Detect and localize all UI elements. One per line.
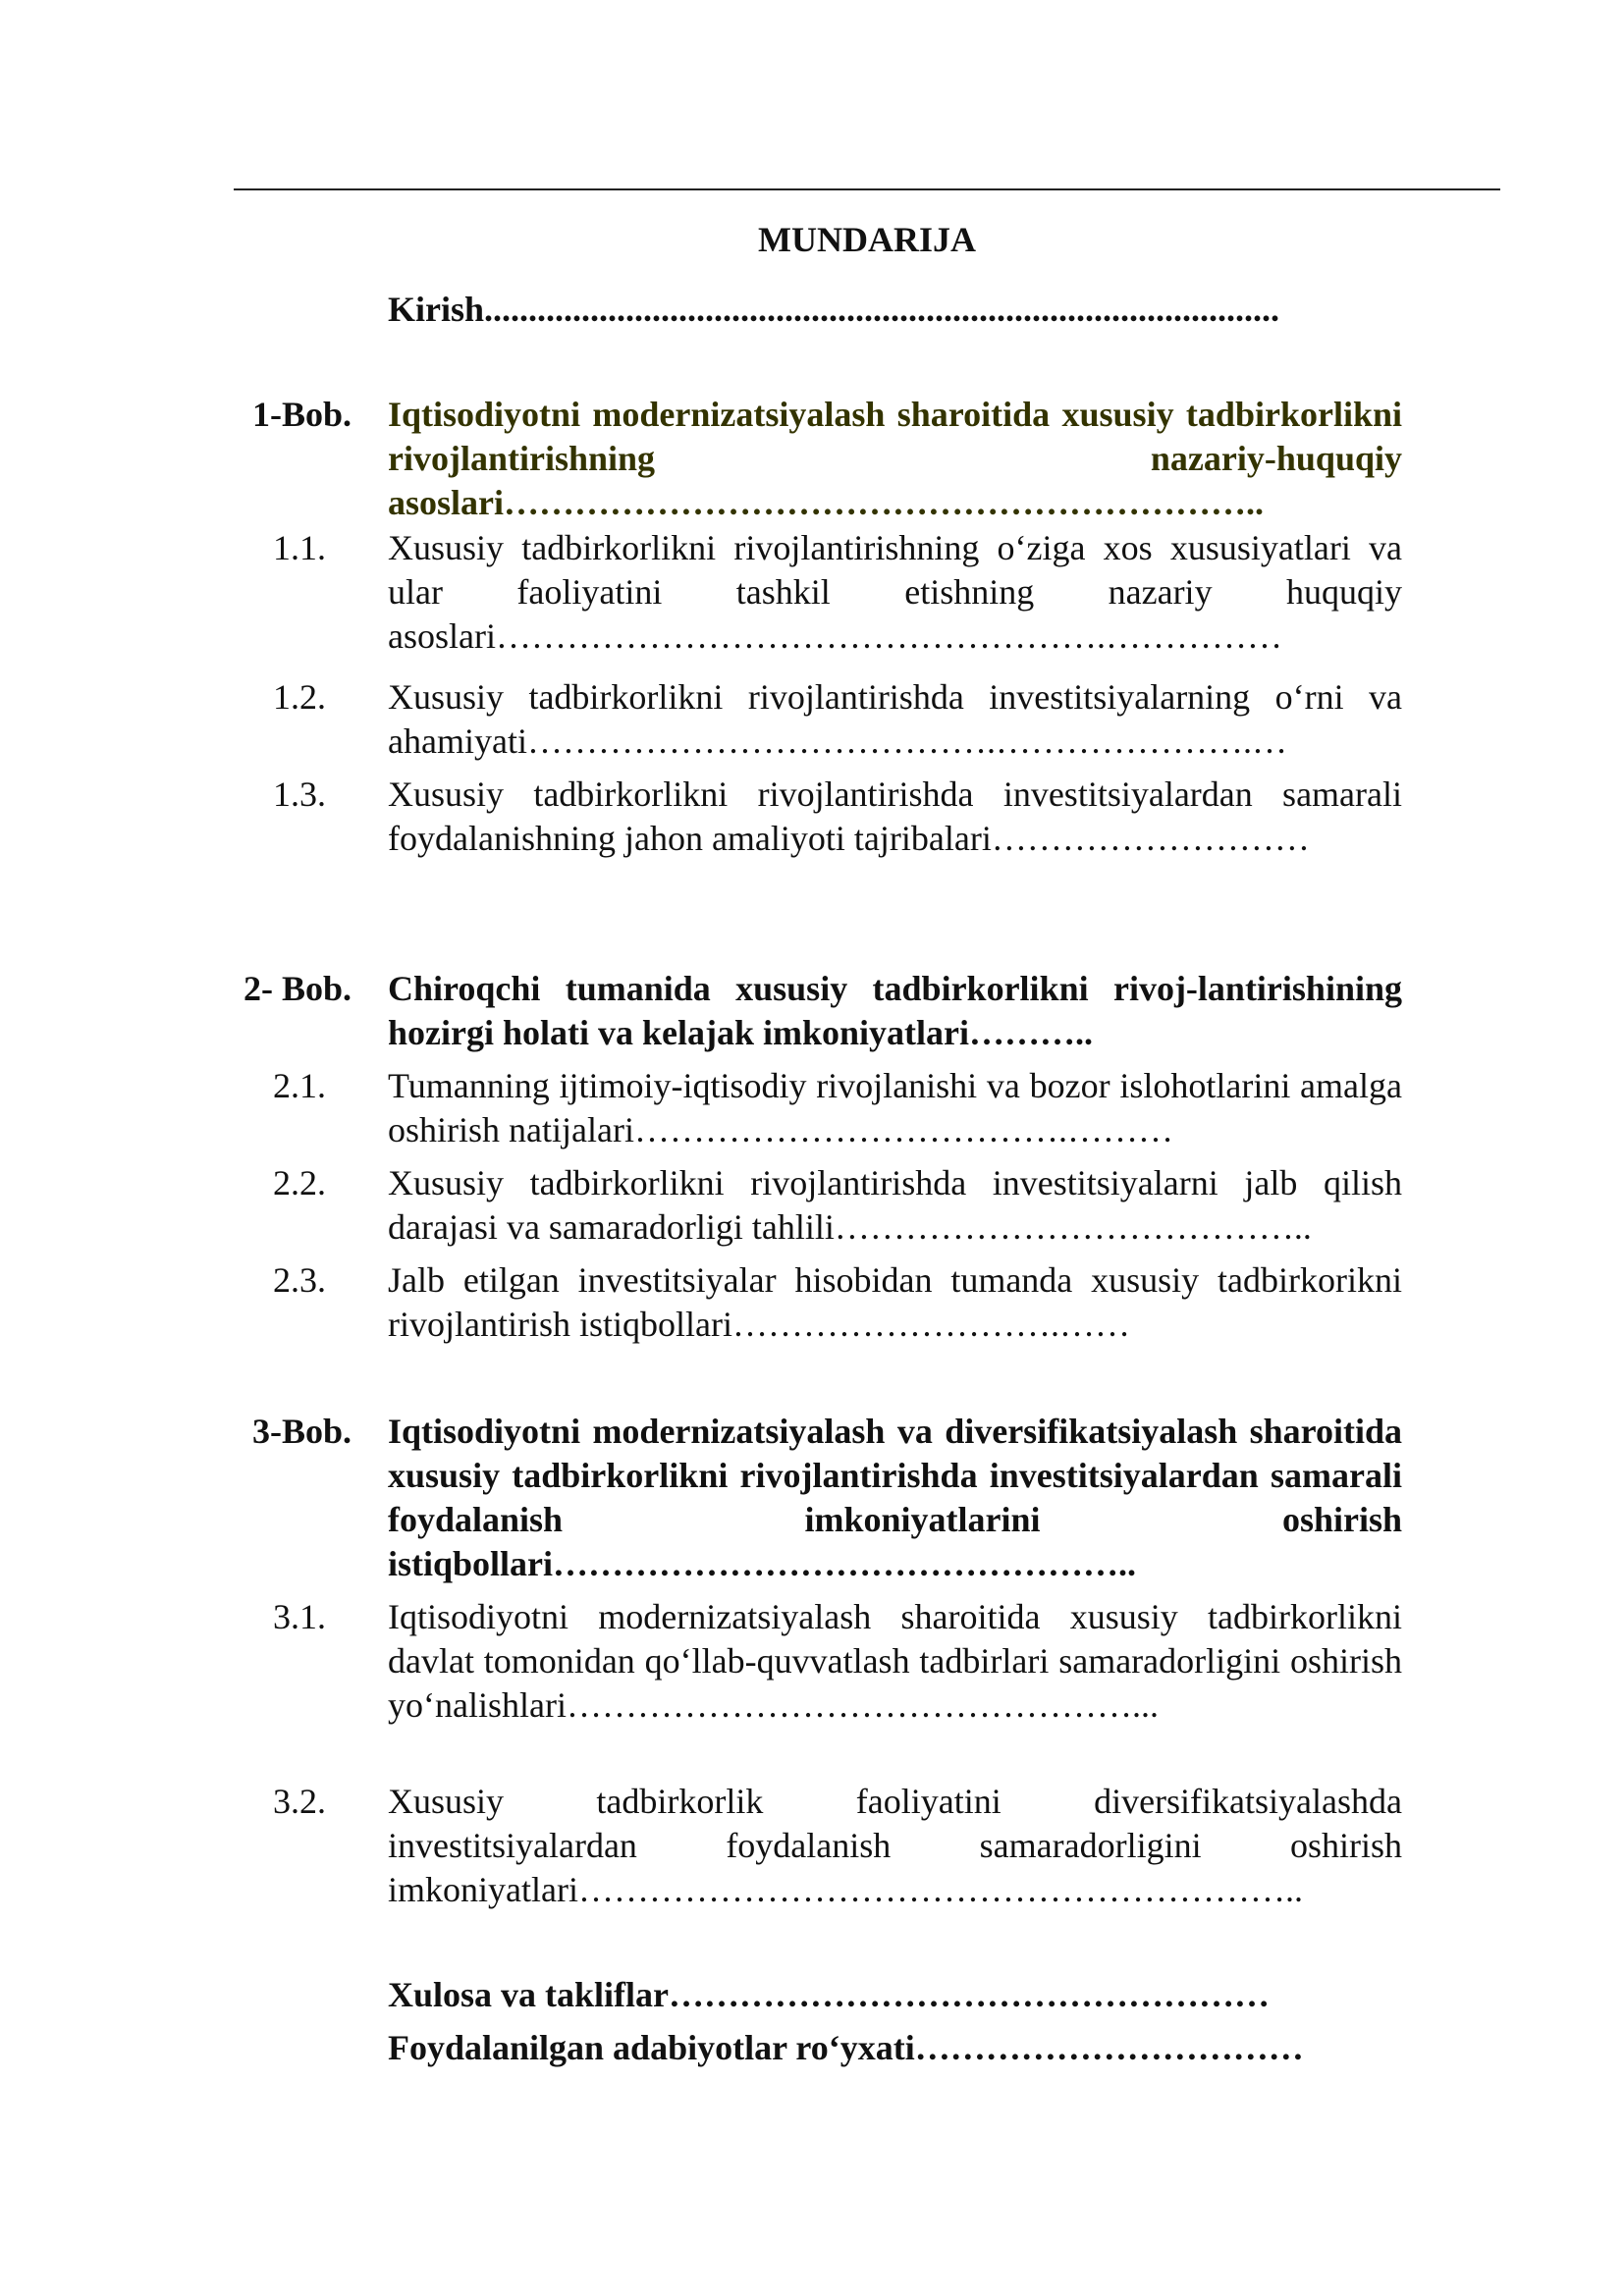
chapter-number: 2- Bob. (243, 969, 352, 1008)
section-title: Iqtisodiyotni modernizatsiyalash sharoitida xususiy tadbirkorlikni davlat tomonidan qo‘llab-quvvatlash tadbirlari samaradorligini oshirish yo‘nalishlari…………………………………………... (388, 1597, 1402, 1725)
chapter-number: 3-Bob. (251, 1412, 352, 1451)
section-title: Xususiy tadbirkorlikni rivojlantirishda investitsiyalardan samarali foydalanishning jahon amaliyoti tajribalari……………………… (388, 774, 1402, 858)
toc-intro-label: Kirish.......................................................................................... (388, 290, 1280, 329)
page-title: MUNDARIJA (758, 220, 976, 259)
section-number: 3.1. (273, 1597, 326, 1636)
chapter-title: Chiroqchi tumanida xususiy tadbirkorlikni rivoj-lantirishining hozirgi holati va kelajak imkoniyatlari……….. (388, 969, 1402, 1052)
section-title: Tumanning ijtimoiy-iqtisodiy rivojlanishi va bozor islohotlarini amalga oshirish natijalari……………………………….……… (388, 1066, 1402, 1149)
section-number: 2.3. (273, 1260, 326, 1300)
section-number: 1.1. (273, 528, 326, 567)
section-number: 2.1. (273, 1066, 326, 1105)
section-number: 1.2. (273, 677, 326, 717)
header-rule (234, 188, 1500, 190)
chapter-title: Iqtisodiyotni modernizatsiyalash sharoitida xususiy tadbirkorlikni rivojlantirishning nazariy-huquqiy asoslari……………………………………………………….. (388, 395, 1402, 522)
section-title: Xususiy tadbirkorlik faoliyatini diversifikatsiyalashda investitsiyalardan foydalanish samaradorligini oshirish imkoniyatlari…………………………………………………….. (388, 1782, 1402, 1909)
section-number: 2.2. (273, 1163, 326, 1202)
chapter-number: 1-Bob. (251, 395, 352, 434)
toc-references-label: Foydalanilgan adabiyotlar ro‘yxati…………………………… (388, 2028, 1304, 2067)
section-title: Xususiy tadbirkorlikni rivojlantirishning o‘ziga xos xususiyatlari va ular faoliyatini tashkil etishning nazariy huquqiy asoslari…………………………………………….…………… (388, 528, 1402, 656)
section-title: Xususiy tadbirkorlikni rivojlantirishda investitsiyalarni jalb qilish darajasi va samaradorligi tahlili………………………………….. (388, 1163, 1402, 1247)
section-title: Jalb etilgan investitsiyalar hisobidan tumanda xususiy tadbirkorikni rivojlantirish istiqbollari……………………….…… (388, 1260, 1402, 1344)
section-title: Xususiy tadbirkorlikni rivojlantirishda investitsiyalarning o‘rni va ahamiyati………………………………….………………….… (388, 677, 1402, 761)
section-number: 1.3. (273, 774, 326, 814)
toc-conclusion-label: Xulosa va takliflar…………………………………………… (388, 1975, 1271, 2014)
chapter-title: Iqtisodiyotni modernizatsiyalash va diversifikatsiyalash sharoitida xususiy tadbirkorlikni rivojlantirishda investitsiyalardan samarali foydalanish imkoniyatlarini oshirish istiqbollari………………………………………….. (388, 1412, 1402, 1583)
section-number: 3.2. (273, 1782, 326, 1821)
